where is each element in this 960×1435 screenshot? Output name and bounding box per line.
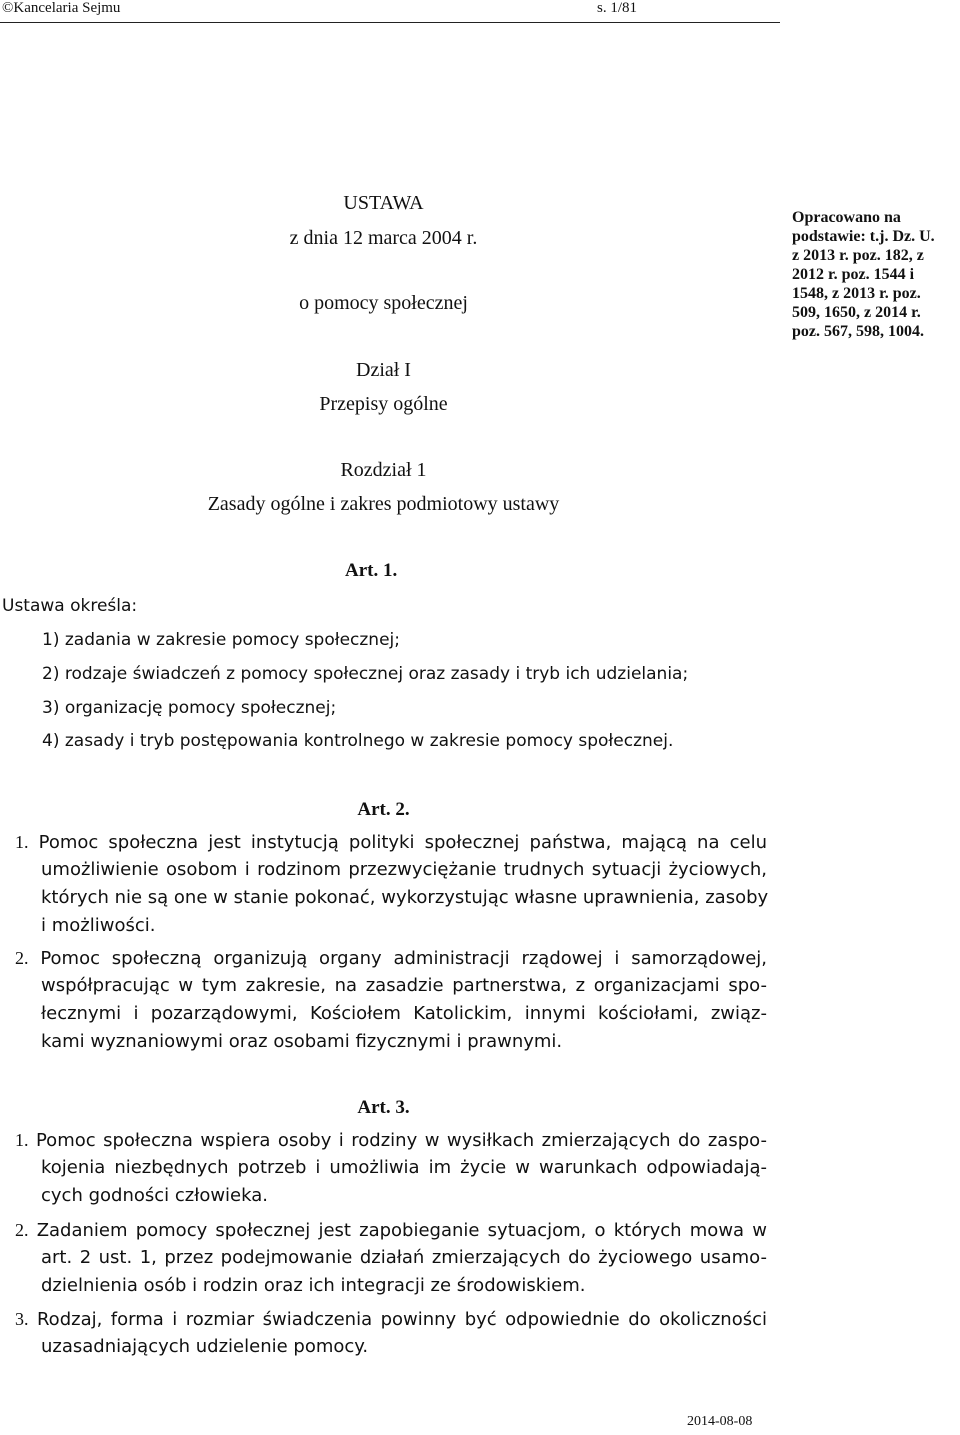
text-line: kami wyznaniowymi oraz osobami fizycznymi i prawnymi. <box>41 1031 563 1052</box>
legal-basis-line: 1548, z 2013 r. poz. <box>792 285 921 302</box>
art2-paragraph-2 <box>15 944 767 1056</box>
text-line: dzielnienia osób i rodzin oraz ich integracji ze środowiskiem. <box>41 1275 586 1296</box>
text-line: Pomoc społeczną organizują organy administracji rządowej i samorządowej, <box>40 948 767 969</box>
chapter-number: Rozdział 1 <box>340 459 427 481</box>
art1-item: 3) organizację pomocy społecznej; <box>42 698 337 718</box>
footer-date: 2014-08-08 <box>687 1414 753 1429</box>
text-line: Rodzaj, forma i rozmiar świadczenia powinny być odpowiednie do okoliczności <box>36 1309 767 1330</box>
act-type: USTAWA <box>343 192 424 214</box>
division-number: Dział I <box>356 359 411 381</box>
art3-paragraph-2 <box>15 1216 767 1300</box>
paragraph-number: 2. <box>15 948 29 968</box>
legal-basis-line: 2012 r. poz. 1544 i <box>792 266 915 283</box>
header-page-number: s. 1/81 <box>597 0 638 16</box>
text-line: współpracując w tym zakresie, na zasadzie partnerstwa, z organizacjami spo- <box>41 975 767 996</box>
legal-basis-line: poz. 567, 598, 1004. <box>792 323 924 340</box>
text-line: art. 2 ust. 1, przez podejmowanie działań zmierzających do życiowego usamo- <box>41 1247 767 1268</box>
act-date: z dnia 12 marca 2004 r. <box>289 227 478 249</box>
art3-paragraph-1 <box>15 1126 767 1210</box>
legal-basis-line: 509, 1650, z 2014 r. <box>792 304 921 321</box>
division-title: Przepisy ogólne <box>319 393 448 415</box>
text-line: kojenia niezbędnych potrzeb i umożliwia im życie w warunkach odpowiadają- <box>41 1157 767 1178</box>
paragraph-number: 1. <box>15 1130 29 1150</box>
art1-heading: Art. 1. <box>345 560 398 581</box>
text-line: uzasadniających udzielenie pomocy. <box>41 1336 369 1357</box>
chapter-title: Zasady ogólne i zakres podmiotowy ustawy <box>207 493 560 515</box>
paragraph-number: 2. <box>15 1220 29 1240</box>
legal-basis-line: Opracowano na <box>792 209 901 226</box>
header-divider <box>0 22 780 23</box>
art1-item: 2) rodzaje świadczeń z pomocy społecznej oraz zasady i tryb ich udzielania; <box>42 664 689 684</box>
text-line: Pomoc społeczna wspiera osoby i rodziny w wysiłkach zmierzających do zaspo- <box>35 1130 767 1151</box>
art1-item: 4) zasady i tryb postępowania kontrolnego w zakresie pomocy społecznej. <box>42 731 674 751</box>
text-line: Pomoc społeczna jest instytucją polityki społecznej państwa, mającą na celu <box>38 832 767 853</box>
legal-basis-line: z 2013 r. poz. 182, z <box>792 247 924 264</box>
art2-paragraph-1 <box>15 828 767 940</box>
paragraph-number: 1. <box>15 832 29 852</box>
legal-basis-note <box>792 208 960 341</box>
legal-basis-line: podstawie: t.j. Dz. U. <box>792 228 935 245</box>
text-line: łecznymi i pozarządowymi, Kościołem Katolickim, innymi kościołami, związ- <box>41 1003 767 1024</box>
header-publisher: ©Kancelaria Sejmu <box>2 0 121 16</box>
text-line: Zadaniem pomocy społecznej jest zapobieganie sytuacjom, o których mowa w <box>36 1220 767 1241</box>
art1-intro: Ustawa określa: <box>2 596 138 616</box>
text-line: cych godności człowieka. <box>41 1185 268 1206</box>
text-line: których nie są one w stanie pokonać, wykorzystując własne uprawnienia, zasoby <box>41 887 769 908</box>
act-subject: o pomocy społecznej <box>299 292 468 314</box>
paragraph-number: 3. <box>15 1309 29 1329</box>
text-line: i możliwości. <box>41 915 156 936</box>
art2-heading: Art. 2. <box>357 799 410 820</box>
text-line: umożliwienie osobom i rodzinom przezwyciężanie trudnych sytuacji życiowych, <box>41 859 767 880</box>
art3-paragraph-3 <box>15 1305 767 1361</box>
art3-heading: Art. 3. <box>357 1097 410 1118</box>
art1-item: 1) zadania w zakresie pomocy społecznej; <box>42 630 400 650</box>
